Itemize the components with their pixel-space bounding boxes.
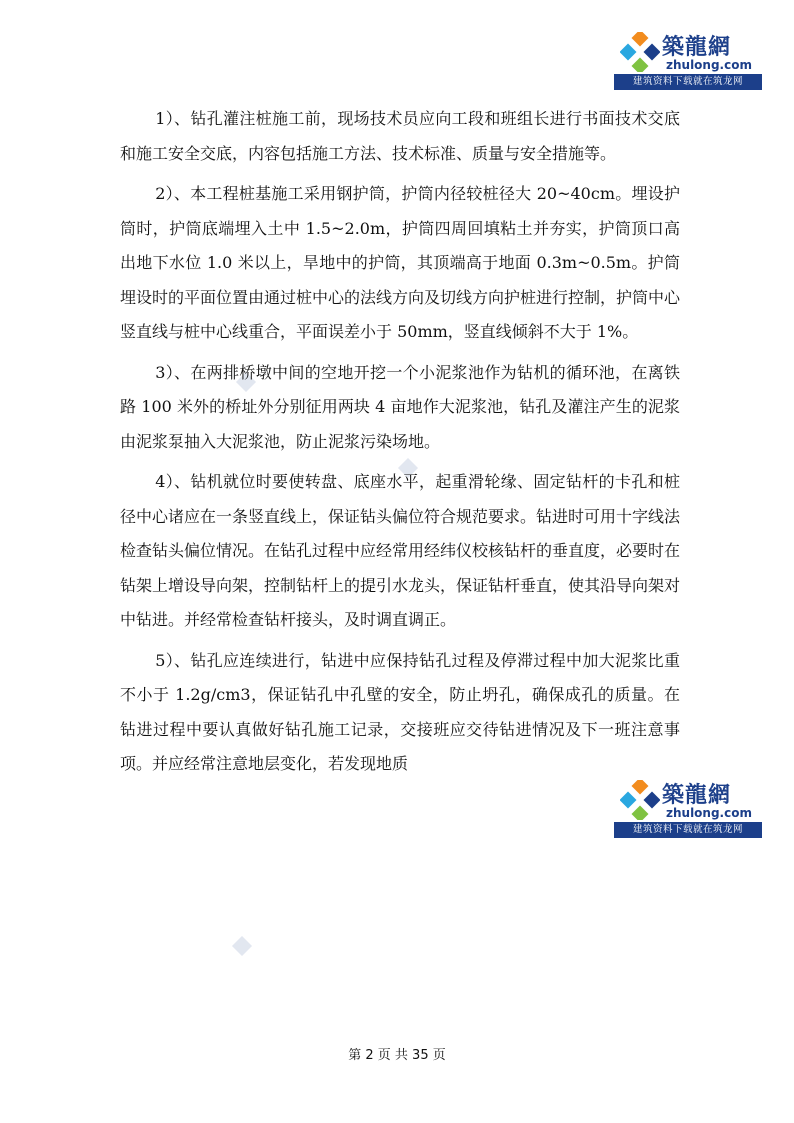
logo-slogan: 建筑资料下载就在筑龙网 [614, 74, 762, 90]
page-number: 第 2 页 共 35 页 [348, 1048, 446, 1063]
watermark-icon [232, 936, 252, 956]
zhulong-logo-mid [614, 776, 762, 838]
paragraph-2: 2）、本工程桩基施工采用钢护筒，护筒内径较桩径大 20~40cm。埋设护筒时，护筒底端埋入土中 1.5~2.0m，护筒四周回填粘土并夯实，护筒顶口高出地下水位 1.0 米以上，旱地中的护筒，其顶端高于地面 0.3m~0.5m。护筒埋设时的平面位置由通过桩中心的法线方向及切线方向护桩进行控制，护筒中心竖直线与桩中心线重合，平面误差小于 50mm，竖直线倾斜不大于 1%。 [120, 184, 681, 341]
zhulong-logo-icon [620, 32, 660, 72]
logo-domain: zhulong.com [666, 58, 752, 72]
zhulong-logo-top [614, 28, 762, 90]
paragraph-5: 5）、钻孔应连续进行，钻进中应保持钻孔过程及停滞过程中加大泥浆比重不小于 1.2g/cm3，保证钻孔中孔壁的安全，防止坍孔，确保成孔的质量。在钻进过程中要认真做好钻孔施工记录，交接班应交待钻进情况及下一班注意事项。并应经常注意地层变化，若发现地质 [120, 650, 680, 773]
logo-slogan: 建筑资料下载就在筑龙网 [614, 822, 762, 838]
zhulong-logo-icon [620, 780, 660, 820]
logo-domain: zhulong.com [666, 806, 752, 820]
document-body [120, 102, 680, 782]
logo-name: 築龍網 [662, 34, 732, 60]
paragraph-1: 1）、钻孔灌注桩施工前，现场技术员应向工段和班组长进行书面技术交底和施工安全交底，内容包括施工方法、技术标准、质量与安全措施等。 [120, 109, 680, 163]
paragraph-4: 4）、钻机就位时要使转盘、底座水平，起重滑轮缘、固定钻杆的卡孔和桩径中心诸应在一条竖直线上，保证钻头偏位符合规范要求。钻进时可用十字线法检查钻头偏位情况。在钻孔过程中应经常用经纬仪校核钻杆的垂直度，必要时在钻架上增设导向架，控制钻杆上的提引水龙头，保证钻杆垂直，使其沿导向架对中钻进。并经常检查钻杆接头，及时调直调正。 [120, 472, 681, 629]
paragraph-3: 3）、在两排桥墩中间的空地开挖一个小泥浆池作为钻机的循环池，在离铁路 100 米外的桥址外分别征用两块 4 亩地作大泥浆池，钻孔及灌注产生的泥浆由泥浆泵抽入大泥浆池，防止泥浆污染场地。 [120, 362, 680, 451]
logo-name: 築龍網 [662, 782, 732, 808]
